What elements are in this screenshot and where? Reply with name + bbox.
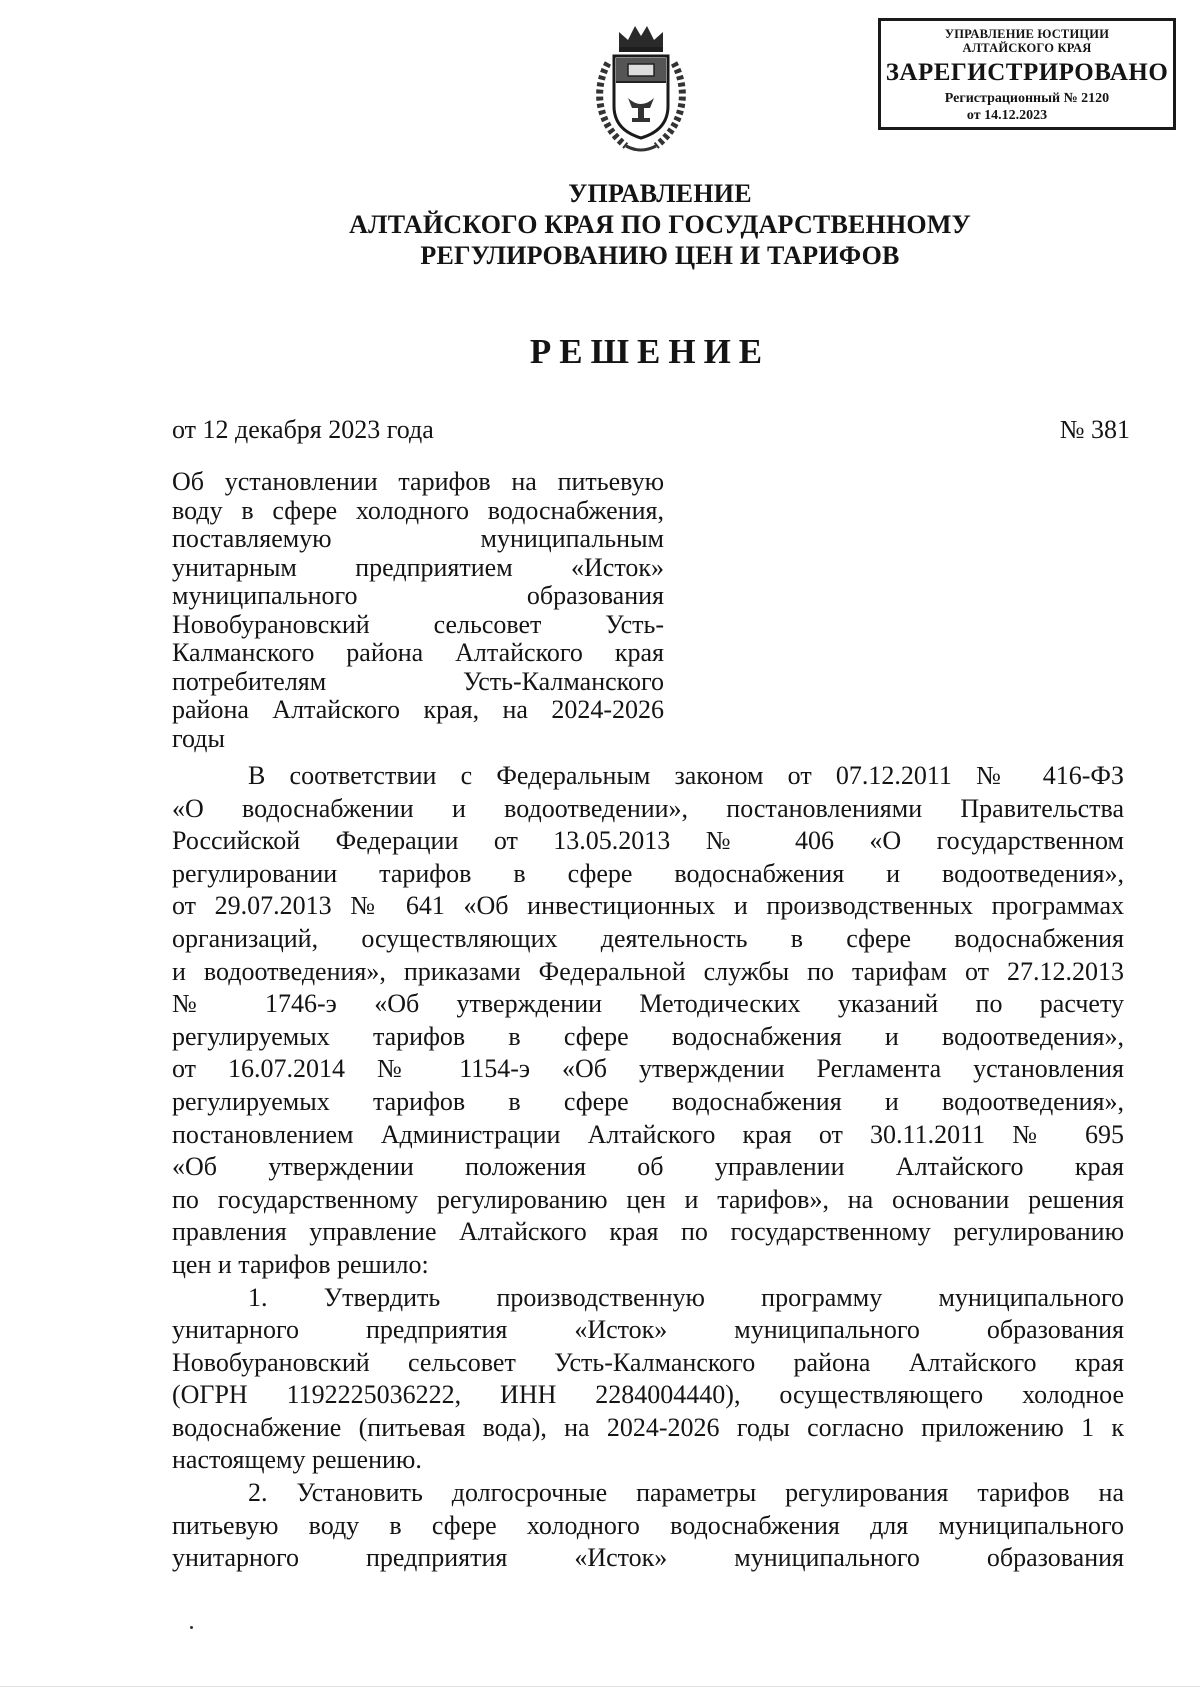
subject-line: потребителям Усть-Калманского: [172, 666, 664, 696]
stamp-reg-number: Регистрационный № 2120: [944, 91, 1110, 106]
body-line: по государственному регулированию цен и тарифов», на основании решения: [172, 1184, 1124, 1214]
document-body: [172, 760, 1124, 1575]
scan-speck: [190, 1626, 193, 1629]
body-line: правления управление Алтайского края по государственному регулированию: [172, 1217, 1124, 1247]
body-line: от 29.07.2013 № 641 «Об инвестиционных и производственных программах: [172, 891, 1124, 921]
registration-stamp: [878, 18, 1176, 130]
body-line: питьевую воду в сфере холодного водоснабжения для муниципального: [172, 1510, 1124, 1540]
body-line: унитарного предприятия «Исток» муниципального образования: [172, 1543, 1124, 1573]
header-line-1: УПРАВЛЕНИЕ: [568, 179, 752, 208]
subject-line: поставляемую муниципальным: [172, 524, 664, 553]
subject-line: Калманского района Алтайского края: [172, 638, 664, 667]
body-line: постановлением Администрации Алтайского края от 30.11.2011 № 695: [172, 1119, 1124, 1149]
stamp-status: ЗАРЕГИСТРИРОВАНО: [885, 59, 1169, 86]
body-line: цен и тарифов решило:: [172, 1249, 429, 1279]
stamp-org-line-1: УПРАВЛЕНИЕ ЮСТИЦИИ: [944, 27, 1110, 41]
body-line: «Об утверждении положения об управлении Алтайского края: [172, 1152, 1124, 1182]
body-line: 2. Установить долгосрочные параметры регулирования тарифов на: [248, 1478, 1124, 1508]
subject-line: района Алтайского края, на 2024-2026: [172, 695, 664, 724]
document-date: от 12 декабря 2023 года: [172, 415, 434, 444]
body-line: и водоотведения», приказами Федеральной службы по тарифам от 27.12.2013: [172, 956, 1124, 986]
body-line: 1. Утвердить производственную программу муниципального: [248, 1282, 1124, 1312]
subject-line: унитарным предприятием «Исток»: [172, 552, 664, 582]
document-number: № 381: [1059, 415, 1130, 444]
subject-line: Новобурановский сельсовет Усть-: [172, 609, 664, 639]
body-line: В соответствии с Федеральным законом от 07.12.2011 № 416-ФЗ: [248, 761, 1124, 790]
body-line: унитарного предприятия «Исток» муниципального образования: [172, 1315, 1124, 1345]
body-line: водоснабжение (питьевая вода), на 2024-2026 годы согласно приложению 1 к: [172, 1412, 1124, 1442]
header-line-2: АЛТАЙСКОГО КРАЯ ПО ГОСУДАРСТВЕННОМУ: [349, 210, 971, 239]
subject-line: муниципального образования: [172, 581, 664, 610]
body-line: регулировании тарифов в сфере водоснабжения и водоотведения»,: [172, 858, 1124, 888]
scan-edge-line: [0, 1686, 1200, 1687]
body-line: Российской Федерации от 13.05.2013 № 406 «О государственном: [172, 826, 1124, 856]
subject-line: воду в сфере холодного водоснабжения,: [172, 495, 664, 525]
header-line-3: РЕГУЛИРОВАНИЮ ЦЕН И ТАРИФОВ: [420, 241, 900, 270]
body-line: Новобурановский сельсовет Усть-Калманского района Алтайского края: [172, 1347, 1124, 1377]
body-line: регулируемых тарифов в сфере водоснабжения и водоотведения»,: [172, 1021, 1124, 1051]
document-type-title: РЕШЕНИЕ: [529, 332, 771, 371]
body-line: организаций, осуществляющих деятельность в сфере водоснабжения: [172, 923, 1124, 953]
body-line: № 1746-э «Об утверждении Методических указаний по расчету: [172, 989, 1124, 1019]
body-line: от 16.07.2014 № 1154-э «Об утверждении Регламента установления: [172, 1054, 1124, 1084]
body-line: (ОГРН 1192225036222, ИНН 2284004440), осуществляющего холодное: [172, 1380, 1124, 1410]
body-line: регулируемых тарифов в сфере водоснабжения и водоотведения»,: [172, 1086, 1124, 1116]
subject-line: Об установлении тарифов на питьевую: [172, 467, 664, 496]
stamp-org-line-2: АЛТАЙСКОГО КРАЯ: [962, 41, 1092, 55]
subject-line: годы: [172, 723, 225, 753]
body-line: настоящему решению.: [172, 1445, 422, 1475]
stamp-reg-date: от 14.12.2023: [966, 108, 1048, 123]
authority-header: [0, 178, 1200, 271]
document-subject: [172, 468, 664, 753]
body-line: «О водоснабжении и водоотведении», постановлениями Правительства: [172, 793, 1124, 823]
coat-of-arms-emblem: [586, 18, 696, 158]
stamp-organization: [881, 27, 1173, 55]
